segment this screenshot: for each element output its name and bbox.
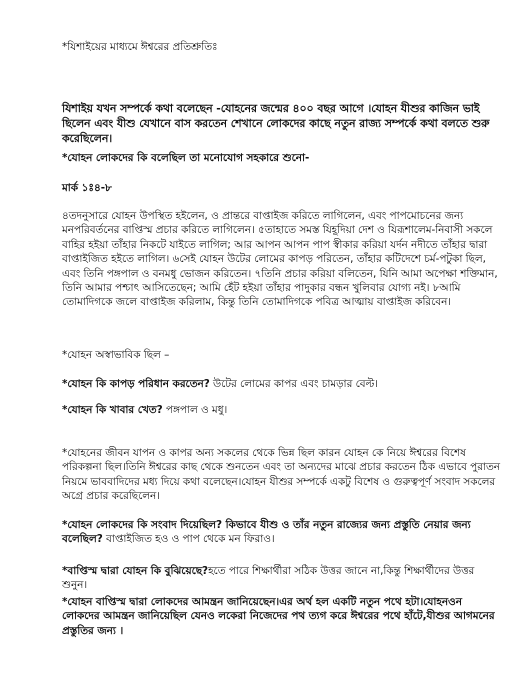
clothing-qa [62, 377, 502, 392]
baptism-qa [62, 564, 502, 593]
baptism-answer: হতে পারে শিক্ষার্থীরা সঠিক উত্তর জানে না,কিন্তু শিক্ষার্থীদের উত্তর শুনুন। [62, 565, 475, 592]
baptism-question: *বাপ্তিস্ম দ্বারা যোহন কি বুঝিয়েছে? [62, 565, 209, 577]
food-answer: পঙ্গপাল ও মধু। [162, 404, 228, 416]
message-qa [62, 518, 502, 547]
intro-paragraph: যিশাইয় যখন সম্পর্কে কথা বলেছেন -যোহনের জন্মের ৪০০ বছর আগে ।যোহন যীশুর কাজিন ভাই ছিলেন এবং যীশু যেখানে বাস করতেন শেখানে লোকদের কাছে নতুন রাজ্য সম্পর্কে কথা বলতে শুরু করেছিলেন। [62, 102, 490, 145]
message-question: *যোহন লোকদের কি সংবাদ দিয়েছিল? কিভাবে যীশু ও তাঁর নতুন রাজ্যের জন্য প্রস্তুতি নেয়ার জন্য বলেছিল? [62, 519, 471, 546]
scripture-passage: ৪তদনুসারে যোহন উপস্থিত হইলেন, ও প্রান্তরে বাপ্তাইজ করিতে লাগিলেন, এবং পাপমোচনের জন্য মনপরিবর্তনের বাপ্তিস্ম প্রচার করিতে লাগিলেন। ৫তাহাতে সমস্ত যিহূদিয়া দেশ ও যিরূশালেম-নিবাসী সকলে বাহির হইয়া তাঁহার নিকটে যাইতে লাগিল; আর আপন আপন পাপ স্বীকার করিয়া যর্দন নদীতে তাঁহার দ্বারা বাপ্তাইজিত হইতে লাগিল। ৬সেই যোহন উটের লোমের কাপড় পরিতেন, তাঁহার কটিদেশে চর্ম-পটুকা ছিল, এবং তিনি পঙ্গপাল ও বনমধু ভোজন করিতেন। ৭তিনি প্রচার করিয়া বলিতেন, যিনি আমা অপেক্ষা শক্তিমান, তিনি আমার পশ্চাৎ আসিতেছেন; আমি হেঁট হইয়া তাঁহার পাদুকার বন্ধন খুলিবার যোগ্য নই। ৮আমি তোমাদিগকে জলে বাপ্তাইজ করিলাম, কিন্তু তিনি তোমাদিগকে পবিত্র আত্মায় বাপ্তাইজ করিবেন। [62, 210, 498, 309]
scripture-reference: মার্ক ১ঃ৪-৮ [62, 182, 112, 194]
closing-paragraph: *যোহন বাপ্তিস্ম দ্বারা লোকদের আমন্ত্রন জানিয়েছেন।এর অর্থ হল একটি নতুন পথে হটা।যোহনওন লোকদের আমন্ত্রন জানিয়েছিল যেনও লকেরা নিজেদের পথ ত্যগ করে ঈশ্বরের পথে হাঁটে,যীশুর আগমনের প্রস্তুতির জন্য । [62, 596, 495, 637]
unusual-heading: *যোহন অস্বাভাবিক ছিল – [62, 349, 170, 361]
food-qa [62, 403, 502, 418]
life-paragraph: *যোহনের জীবন যাপন ও কাপর অন্য সকলের থেকে ভিন্ন ছিল কারন যোহন কে নিয়ে ঈশ্বরের বিশেষ পরিকল্পনা ছিল।তিনি ঈশ্বরের কাছ থেকে শুনতেন এবং তা অন্যদের মাঝে প্রচার করতেন ঠিক এভাবে পুরাতন নিয়মে ভাববাদিদের মধ্য দিয়ে কথা বলেছেন।যোহন যীশুর সম্পর্কে একটু বিশেষ ও গুরুত্বপূর্ণ সংবাদ সকলের অগ্রে প্রচার করেছিলেন। [62, 447, 500, 503]
document-title: *যিশাইয়ের মাধ্যমে ঈশ্বরের প্রতিশ্রুতিঃ [62, 41, 218, 53]
clothing-question: *যোহন কি কাপড় পরিধান করতেন? [62, 378, 210, 390]
food-question: *যোহন কি খাবার খেত? [62, 404, 163, 416]
message-answer: বাপ্তাইজিত হও ও পাপ থেকে মন ফিরাও। [102, 533, 275, 546]
listen-heading: *যোহন লোকদের কি বলেছিল তা মনোযোগ সহকারে শুনো- [62, 152, 310, 164]
clothing-answer: উটের লোমের কাপর এবং চামড়ার বেল্ট। [209, 378, 378, 390]
